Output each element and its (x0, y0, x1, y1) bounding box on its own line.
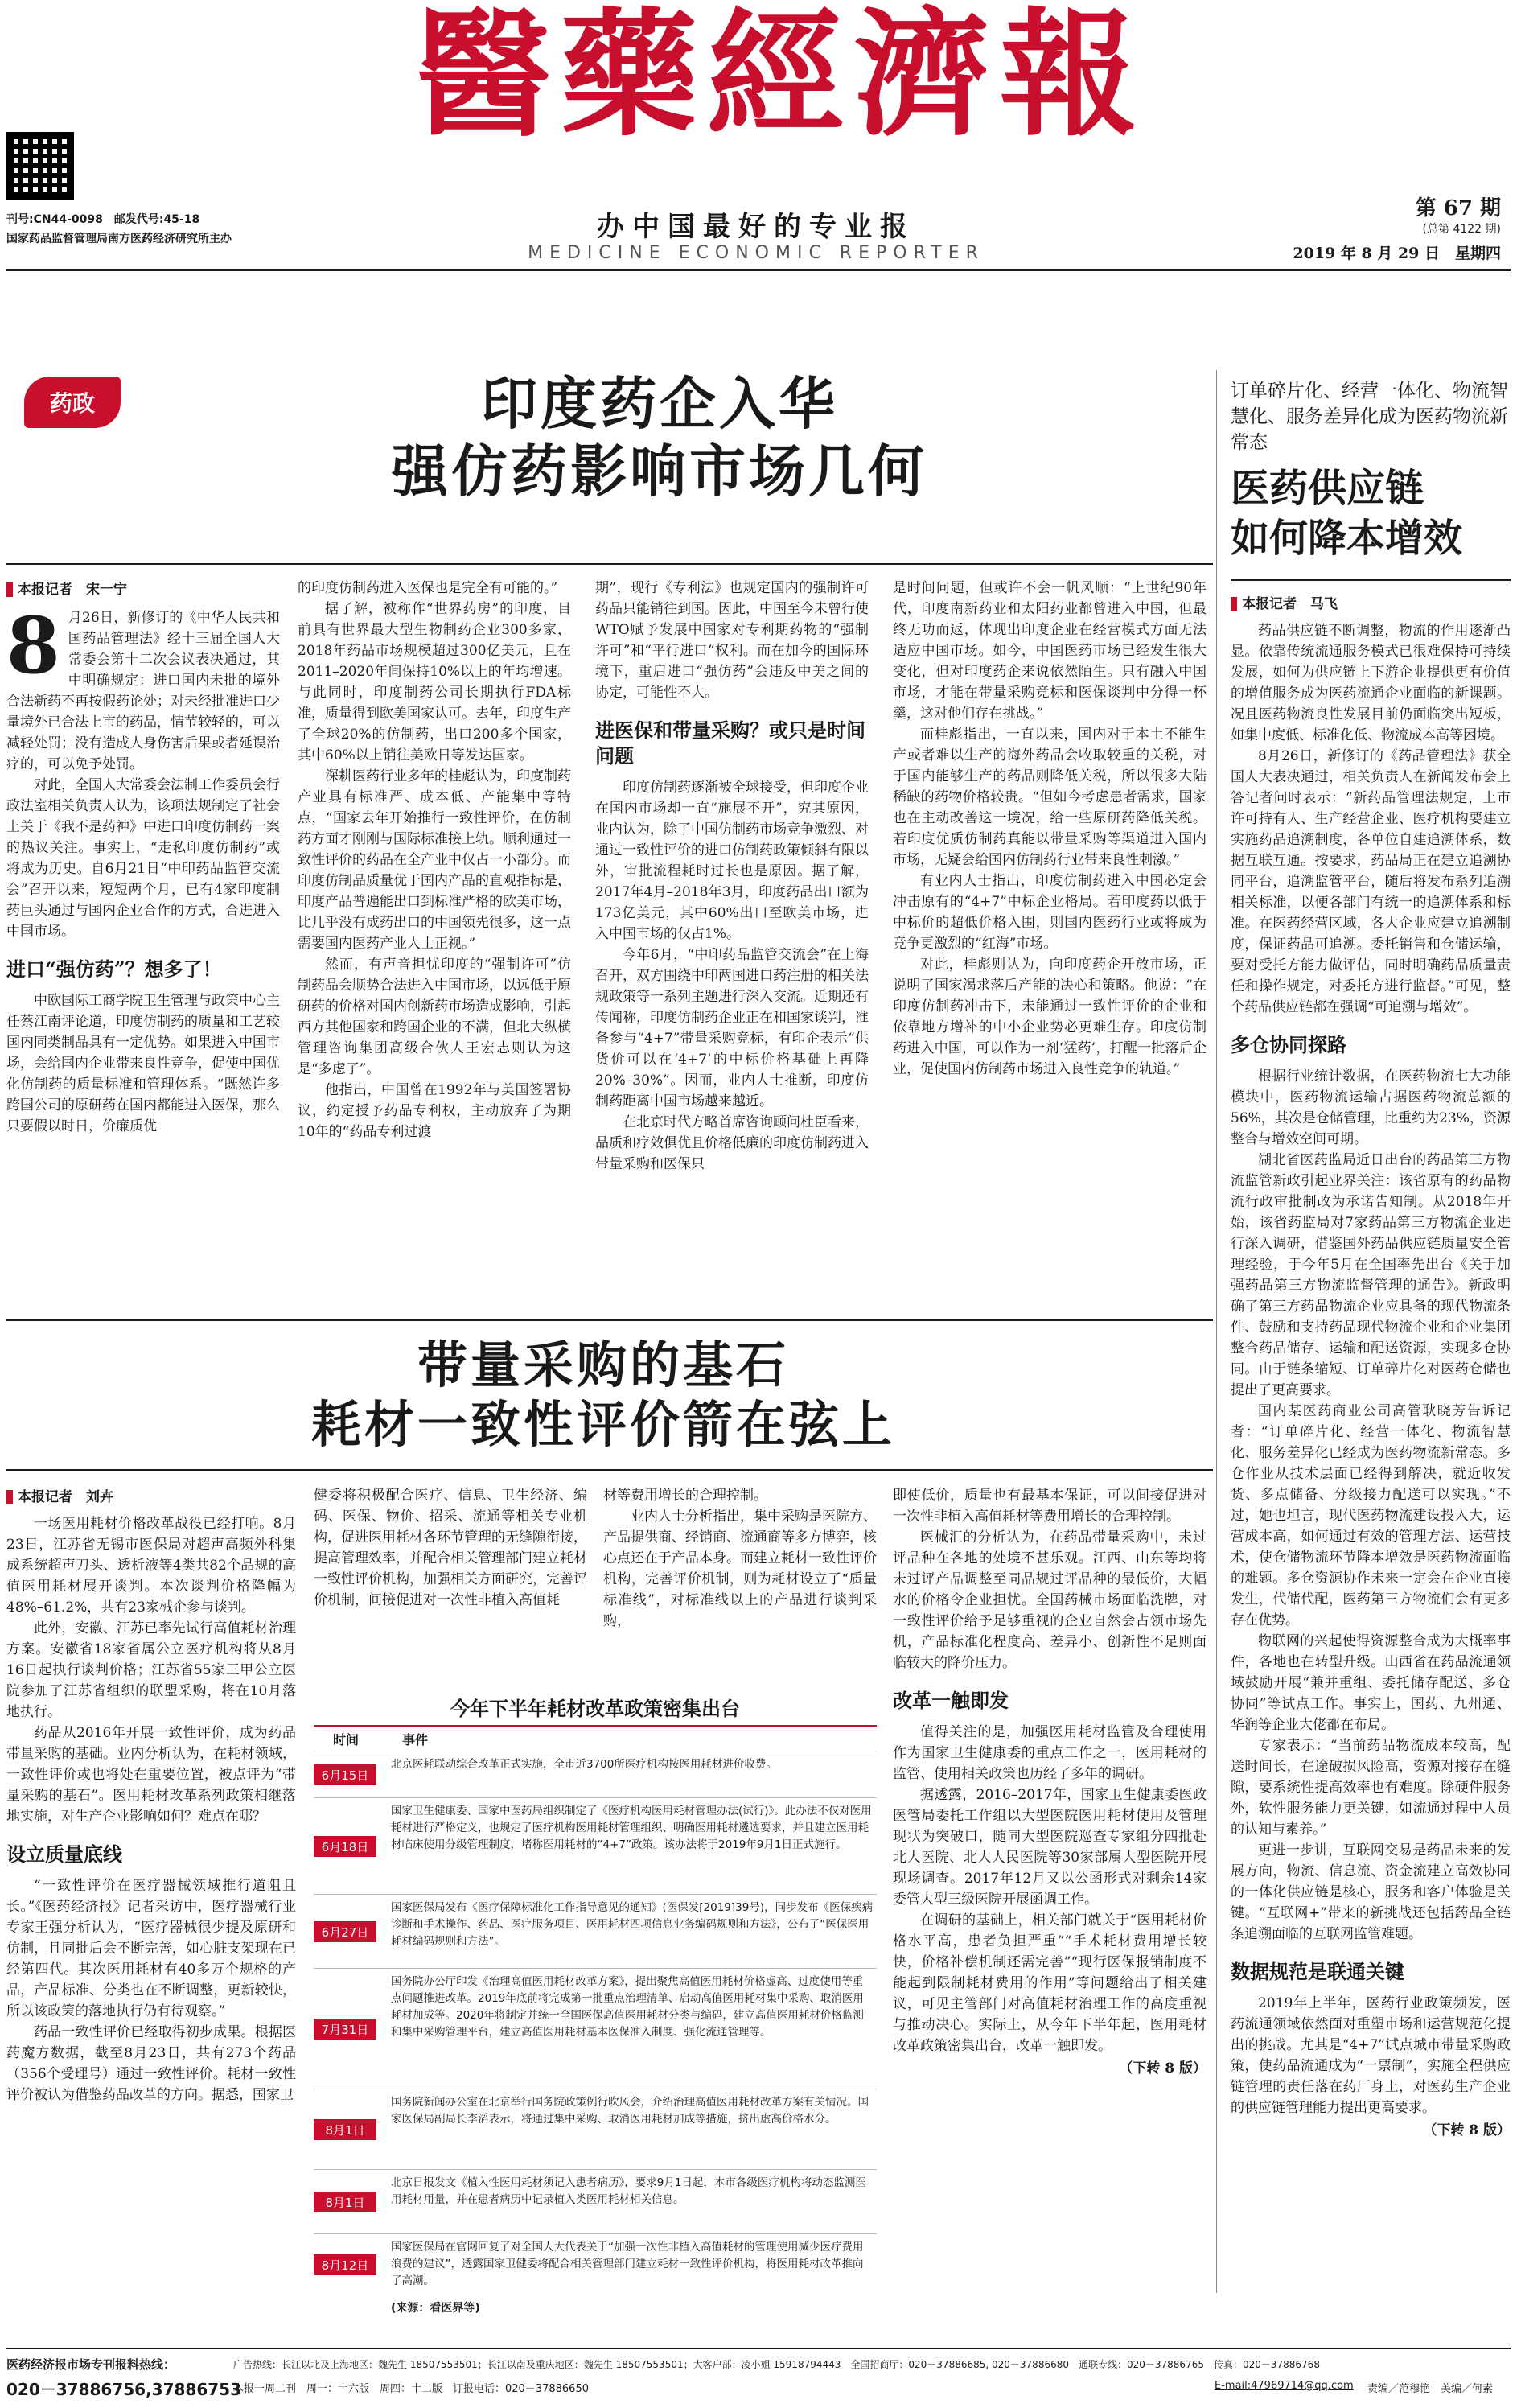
footer-hotline: 020－37886756,37886753 (6, 2380, 242, 2399)
article3-top-rule (6, 1319, 1213, 1321)
table-row (314, 1968, 877, 2089)
newspaper-title: 醫藥經濟報 (413, 0, 1146, 155)
table-body (314, 1751, 877, 2295)
footer-editors: 责编／范穆艳 美编／何素 (1367, 2383, 1494, 2395)
table-row (314, 2169, 877, 2234)
paragraph: 健委将积极配合医疗、信息、卫生经济、编码、医保、物价、招采、流通等相关专业机构，促进医用耗材各环节管理的无缝隙衔接，提高管理效率，并配合相关管理部门建立耗材一致性评价机构，加强相关方面研究，完善评价机制，间接促进对一次性非植入高值耗 (314, 1488, 587, 1608)
policy-table (314, 1693, 877, 2320)
table-source: (来源：看医界等) (391, 2302, 480, 2315)
row-event: 北京日报发文《植入性医用耗材须记入患者病历》，要求9月1日起，本市各级医疗机构将动态监测医用耗材用量，并在患者病历中记录植入类医用耗材相关信息。 (391, 2176, 866, 2206)
paragraph: 物联网的兴起使得资源整合成为大概率事件，各地也在转型升级。山西省在药品流通领域鼓励开展“兼并重组、委托储存配送、多仓协同”等试点工作。事实上，国药、九州通、华润等企业大佬都在布局。 (1231, 1633, 1511, 1733)
row-date: 7月31日 (314, 2019, 376, 2040)
article2-divider (1231, 579, 1511, 581)
row-event: 国务院办公厅印发《治理高值医用耗材改革方案》，提出聚焦高值医用耗材价格虚高、过度使用等重点问题推进改革。2019年底前将完成第一批重点治理清单、启动高值医用耗材集中采购、取消医用耗材加成等。2020年将制定并统一全国医保高值医用耗材分类与编码，建立高值医用耗材价格监测和集中采购管理平台，建立高值医用耗材基本医保准入制度、强化流通管理等。 (391, 1975, 864, 2039)
paragraph: 据了解，被称作“世界药房”的印度，目前具有世界最大型生物制药企业300多家，2018年药品市场规模超过300亿美元，且在2011–2020年间保持10%以上的年均增速。与此同时，印度制药公司长期执行FDA标准，质量得到欧美国家认可。去年，印度生产了全球20%的仿制药，出口200多个国家，其中60%以上销往美欧日等发达国家。 (298, 601, 571, 764)
paragraph: 即使低价，质量也有最基本保证，可以间接促进对一次性非植入高值耗材等费用增长的合理控制。 (893, 1488, 1207, 1525)
paragraph: 药品供应链不断调整，物流的作用逐渐凸显。依靠传统流通服务模式已很难保持可持续发展，如何为供应链上下游企业提供更有价值的增值服务成为医药流通企业面临的新课题。况且医药物流良性发展目前仍面临突出短板，如集中度低、标准化低、物流成本高等困境。 (1231, 623, 1511, 743)
article3-col4 (893, 1485, 1207, 2077)
table-row (314, 1894, 877, 1969)
article3-col3 (603, 1485, 877, 1632)
row-date: 8月1日 (314, 2192, 376, 2212)
row-event: 国务院新闻办公室在北京举行国务院政策例行吹风会，介绍治理高值医用耗材改革方案有关情况。国家医保局副局长李滔表示，将通过集中采购、取消医用耗材加成等措施，挤出虚高价格水分。 (391, 2096, 869, 2126)
paragraph: 8月26日，新修订的《药品管理法》获全国人大表决通过，相关负责人在新闻发布会上答记者问时表示：“新药品管理法规定，上市许可持有人、生产经营企业、医疗机构要建立实施药品追溯制度，各单位自建追溯体系，数据互联互通。按要求，药品局正在建立追溯协同平台，追溯监管平台，随后将发布系列追溯相关标准，以便各部门有统一的追溯体系和标准。在医药经营区域，各大企业应建立追溯制度，保证药品可追溯。委托销售和仓储运输，要对受托方能力做评估，同时明确药品质量责任和操作规定，对委托方进行监督。”可见，整个药品供应链都在强调“可追溯与增效”。 (1231, 748, 1511, 1015)
paragraph: 业内人士分析指出，集中采购是医院方、产品提供商、经销商、流通商等多方博弈，核心点还在于产品本身。而建立耗材一致性评价机构，完善评价机制，则为耗材设立了“质量标准线”，对标准线以上的产品进行谈判采购， (603, 1509, 877, 1629)
subhead: 数据规范是联通关键 (1231, 1960, 1404, 1983)
table-row (314, 2233, 877, 2295)
row-event: 北京医耗联动综合改革正式实施，全市近3700所医疗机构按医用耗材进价收费。 (391, 1758, 777, 1771)
subhead: 设立质量底线 (6, 1842, 122, 1866)
slogan-english: MEDICINE ECONOMIC REPORTER (528, 243, 985, 263)
publication-number: 刊号:CN44-0098 邮发代号:45-18 (6, 213, 200, 226)
paragraph: 深耕医药行业多年的桂彪认为，印度制药产业具有标准严、成本低、产能集中等特点，“国家去年开始推行一致性评价，在仿制药方面才刚刚与国际标准接上轨。顺利通过一致性评价的药品在全产业中仅占一小部分。而印度仿制品质量优于国内产品的直观指标是，印度产品普遍能出口到标准严格的欧美市场，比几乎没有成药出口的中国领先很多，这一点需要国内医药产业人士正视。” (298, 768, 571, 952)
article2-title-line1: 医药供应链 (1231, 466, 1424, 511)
paragraph: 值得关注的是，加强医用耗材监管及合理使用作为国家卫生健康委的重点工作之一，医用耗材的监管、使用相关政策也历经了多年的调研。 (893, 1724, 1207, 1782)
paragraph: 对此，全国人大常委会法制工作委员会行政法室相关负责人认为，该项法规制定了社会上关于《我不是药神》中进口印度仿制药一案的热议关注。事实上，“走私印度仿制药”或将成为历史。自6月21日“中印药品监管交流会”召开以来，短短两个月，已有4家印度制药巨头通过与国内企业合作的方式，合进进入中国市场。 (6, 777, 280, 940)
column-divider-right (1216, 370, 1217, 2293)
paragraph: 据透露，2016–2017年，国家卫生健康委医政医管局委托工作组以大型医院医用耗材使用及管理现状为突破口，随同大型医院巡查专家组分四批赴北大医院、北大人民医院等30家部属大型医院开展现场调查。2017年12月又以公函形式对剩余14家委管大型三级医院开展函调工作。 (893, 1787, 1207, 1908)
article2-title-line2: 如何降本增效 (1231, 516, 1463, 561)
paragraph: 专家表示：“当前药品物流成本较高，配送时间长，在途破损风险高，资源对接存在缝隙，要系统性提高效率也有难度。除硬件服务外，软性服务能力更关键，如流通过程中人员的认知与素养。” (1231, 1738, 1511, 1838)
article3-byline (6, 1485, 296, 1505)
paragraph: 在调研的基础上，相关部门就关于“医用耗材价格水平高，患者负担严重”“手术耗材费用增长较快，价格补偿机制还需完善”“现行医保报销制度不能起到限制耗材费用的作用”等问题给出了相关建议，可见主管部门对高值耗材治理工作的高度重视与推动决心。实际上，从今年下半年起，医用耗材改革政策密集出台，改革一触即发。 (893, 1912, 1207, 2054)
article1-byline (6, 578, 280, 598)
drop-cap: 8 (6, 600, 60, 691)
article3-col2 (314, 1485, 587, 1611)
article1-lead (6, 600, 280, 775)
publisher: 国家药品监督管理局南方医药经济研究所主办 (6, 233, 232, 245)
paragraph: “一致性评价在医疗器械领域推行道阻且长。”《医药经济报》记者采访中，医疗器械行业专家王强分析认为，“医疗器械很少提及原研和仿制，且同批后会不断完善，如心脏支架现在已经第四代。其次医用耗材有40多万个规格的产品，产品标准、分类也在不断调整，更新较快，所以该政策的落地执行仍有待观察。” (6, 1878, 296, 2019)
paragraph: 印度仿制药逐渐被全球接受，但印度企业在国内市场却一直“施展不开”，究其原因，业内认为，除了中国仿制药市场竞争激烈、对通过一致性评价的进口仿制药政策倾斜有限以外，审批流程耗时过长也是原因。据了解，2017年4月–2018年3月，印度药品出口额为173亿美元，其中60%出口至欧美市场，进入中国市场的仅占1%。 (595, 780, 869, 942)
paragraph: 是时间问题，但或许不会一帆风顺：“上世纪90年代，印度南新药业和太阳药业都曾进入中国，但最终无功而返，体现出印度企业在经营模式方面无法适应中国市场。如今，中国医药市场已经发生很大变化，但对印度药企来说依然陌生。只有融入中国市场，才能在带量采购竞标和医保谈判中分得一杯羹，这对他们存在挑战。” (893, 580, 1207, 722)
article1-col3 (595, 578, 869, 1175)
article1-col1 (6, 578, 280, 1137)
paragraph: 此外，安徽、江苏已率先试行高值耗材治理方案。安徽省18家省属公立医疗机构将从8月16日起执行谈判价格；江苏省55家三甲公立医院参加了江苏省组织的联盟采购，将在10月落地执行。 (6, 1620, 296, 1720)
subhead: 改革一触即发 (893, 1689, 1009, 1712)
qr-code (6, 132, 74, 200)
paragraph: 更进一步讲，互联网交易是药品未来的发展方向，物流、信息流、资金流建立高效协同的一体化供应链是核心，服务和客户体验是关键。“互联网+”带来的新挑战还包括药品全链条追溯面临的互联网监管难题。 (1231, 1842, 1511, 1942)
article3-col1 (6, 1485, 296, 2105)
row-event: 国家医保局发布《医疗保障标准化工作指导意见的通知》(医保发[2019]39号)，同步发布《医保疾病诊断和手术操作、药品、医疗服务项目、医用耗材四项信息业务编码规则和方法》，公布了“医保医用耗材编码规则和方法”。 (391, 1901, 874, 1948)
article1-headline (137, 370, 1182, 505)
article2 (1231, 378, 1511, 2138)
article3-title-line2: 耗材一致性评价箭在弦上 (310, 1395, 895, 1454)
paragraph: 有业内人士指出，印度仿制药进入中国必定会冲击原有的“4+7”中标企业格局。若印度药以低于中标价的超低价格入围，则国内医药行业或将成为竞争更激烈的“红海”市场。 (893, 873, 1207, 952)
byline-text: 本报记者 宋一宁 (18, 582, 127, 598)
article2-byline (1231, 592, 1511, 612)
subhead: 进医保和带量采购？或只是时间问题 (595, 718, 865, 768)
paragraph: 材等费用增长的合理控制。 (603, 1488, 767, 1504)
paragraph: 的印度仿制药进入医保也是完全有可能的。” (298, 580, 558, 596)
row-date: 6月27日 (314, 1921, 376, 1942)
paragraph: 医械汇的分析认为，在药品带量采购中，未过评品种在各地的处境不甚乐观。江西、山东等均将未过评产品调整至同品规过评品种的最低价，大幅水的价格令企业担忧。全国药械市场面临洗牌，对一致性评价给予足够重视的企业自然会占领市场先机，产品标准化程度高、差异小、创新性不足则面临较大的降价压力。 (893, 1529, 1207, 1671)
subhead: 多仓协同探路 (1231, 1033, 1346, 1056)
paragraph: 药品一致性评价已经取得初步成果。根据医药魔方数据，截至8月23日，共有273个药品（356个受理号）通过一致性评价。耗材一致性评价被认为借鉴药品改革的方向。据悉，国家卫 (6, 2024, 296, 2103)
table-row (314, 1797, 877, 1895)
continued-note: （下转 8 版） (1119, 2060, 1207, 2077)
issue-number: 第 67 期 (1415, 196, 1501, 220)
subhead: 进口“强仿药”？想多了！ (6, 957, 222, 981)
footer-email[interactable]: E-mail:47969714@qq.com (1215, 2380, 1354, 2392)
footer-rule (6, 2348, 1511, 2349)
article3-title-line1: 带量采购的基石 (417, 1336, 789, 1394)
article1-title-line1: 印度药企入华 (481, 370, 838, 437)
paragraph: 国内某医药商业公司高管耿晓芳告诉记者：“订单碎片化、经营一体化、物流智慧化、服务差异化已经成为医药物流新常态。多仓作业从技术层面已经得到解决，就近收发货、多点储备、分级接力配送可以实现。”不过，她也坦言，现代医药物流建设投入大，运营成本高，如何通过有效的管理方法、运营技术，使仓储物流环节降本增效是医药物流面临的难题。多仓资源协作未来一定会在企业直接发生，代储代配，医药第三方物流们会有更多存在优势。 (1231, 1403, 1511, 1628)
paragraph: 月26日，新修订的《中华人民共和国药品管理法》经十三届全国人大常委会第十二次会议表决通过，其中明确规定：进口国内未批的境外合法新药不再按假药论处；对未经批准进口少量境外已合法上市的药品，情节较轻的，可以减轻处罚；没有造成人身伤害后果或者延误治疗的，可以免予处罚。 (6, 610, 280, 772)
issue-date: 2019 年 8 月 29 日 星期四 (1293, 245, 1501, 262)
article3-headline (161, 1336, 1046, 1455)
paragraph: 根据行业统计数据，在医药物流七大功能模块中，医药物流运输占据医药物流总额的56%，其次是仓储管理，比重约为23%，资源整合与增效空间可期。 (1231, 1068, 1511, 1147)
section-badge: 药政 (24, 377, 121, 428)
table-col-event: 事件 (402, 1732, 429, 1747)
paragraph: 湖北省医药监局近日出台的药品第三方物流监管新政引起业界关注：该省原有的药品物流行政审批制改为承诺告知制。从2018年开始，该省药监局对7家药品第三方物流企业进行深入调研，借鉴国外药品供应链质量安全管理经验，于今年5月在全国率先出台《关于加强药品第三方物流监督管理的通告》。新政明确了第三方药品物流企业应具备的现代物流条件、鼓励和支持药品现代物流企业和企业集团整合药品储存、运输和配送资源，实现多仓协同。由于链条缩短、订单碎片化对医药仓储也提出了更高要求。 (1231, 1152, 1511, 1398)
article3-divider (6, 1469, 1213, 1471)
paragraph: 期”，现行《专利法》也规定国内的强制许可药品只能销往到国。因此，中国至今未曾行使WTO赋予发展中国家对专利期药物的“强制许可”和“平行进口”权利。而在加今的国际环境下，重启进口“强仿药”会违反中美之间的协定，可能性不大。 (595, 580, 869, 701)
footer-ads: 广告热线：长江以北及上海地区：魏先生 18507553501；长江以南及重庆地区：魏先生 18507553501；大客户部：凌小姐 15918794443 全国招商厅：020－37886685, 020－37886680 通联专线：020－37886765 传真：020－37886768 (233, 2359, 1320, 2370)
paragraph: 一场医用耗材价格改革战役已经打响。8月23日，江苏省无锡市医保局对超声高频外科集成系统超声刀头、透析液等4类共82个品规的高值医用耗材展开谈判。本次谈判价格降幅为48%–61.2%，共有23家械企参与谈判。 (6, 1516, 296, 1616)
table-col-time: 时间 (333, 1732, 360, 1747)
table-row (314, 2089, 877, 2170)
byline-text: 本报记者 马飞 (1242, 596, 1338, 612)
byline-mark (6, 1490, 13, 1504)
byline-mark (1231, 597, 1237, 611)
slogan: 办中国最好的专业报 (597, 211, 915, 243)
article1-col2 (298, 578, 571, 1142)
table-title: 今年下半年耗材改革政策密集出台 (450, 1698, 740, 1720)
footer-hotline-label: 医药经济报市场专刊报料热线： (6, 2357, 176, 2372)
paragraph: 他指出，中国曾在1992年与美国签署协议，约定授予药品专利权，主动放弃了为期10年的“药品专利过渡 (298, 1082, 571, 1140)
byline-text: 本报记者 刘卉 (18, 1489, 113, 1505)
paragraph: 对此，桂彪则认为，向印度药企开放市场，正说明了国家渴求落后产能的决心和策略。他说：“在印度仿制药冲击下，未能通过一致性评价的企业和依靠地方增补的中小企业势必更难生存。印度仿制药进入中国，可以作为一剂‘猛药’，打醒一批落后企业，促使国内仿制药市场进入良性竞争的轨道。” (893, 957, 1207, 1077)
paragraph: 在北京时代方略首席咨询顾问杜臣看来，品质和疗效俱优且价格低廉的印度仿制药进入带量采购和医保只 (595, 1114, 869, 1172)
table-row (314, 1751, 877, 1798)
row-event: 国家医保局在官网回复了对全国人大代表关于“加强一次性非植入高值耗材的管理使用减少医疗费用浪费的建议”，透露国家卫健委将配合相关管理部门建立耗材一致性评价机构，将医用耗材改革推向了高潮。 (391, 2241, 864, 2287)
paragraph: 然而，有声音担忧印度的“强制许可”仿制药品会顺势合法进入中国市场，以远低于原研药的价格对国内创新药市场造成影响，引起西方其他国家和跨国企业的不满，但北大纵横管理咨询集团高级合伙人王宏志则认为这是“多虑了”。 (298, 957, 571, 1077)
article1-title-line2: 强仿药影响市场几何 (392, 438, 927, 504)
paragraph: 而桂彪指出，一直以来，国内对于本土不能生产或者难以生产的海外药品会收取较重的关税，对于国内能够生产的药品则降低关税，所以很多大陆稀缺的药物价格较贵。“但如今考虑患者需求，国家也在主动改善这一境况，给一些原研药降低关税。若印度优质仿制药真能以带量采购等渠道进入国内市场，无疑会给国内仿制药行业带来良性刺激。” (893, 727, 1207, 868)
article1-divider (6, 563, 1213, 565)
footer-schedule: 本报一周二刊 周一：十六版 周四：十二版 订报电话：020－37886650 (233, 2383, 589, 2395)
paragraph: 2019年上半年，医药行业政策频发，医药流通领域依然面对重塑市场和运营规范化提出的挑战。尤其是“4+7”试点城市带量采购政策，使药品流通成为“一票制”，实施全程供应链管理的责任落在药厂身上，对医药生产企业的供应链管理能力提出更高要求。 (1231, 1995, 1511, 2116)
row-date: 8月12日 (314, 2254, 376, 2275)
row-date: 6月18日 (314, 1836, 376, 1857)
row-event: 国家卫生健康委、国家中医药局组织制定了《医疗机构医用耗材管理办法(试行)》。此办法不仅对医用耗材进行严格定义，也规定了医疗机构医用耗材管理组织、明确医用耗材遴选要求，并且建立医用耗材临床使用分级管理制度，堵称医用耗材的“4+7”政策。该办法将于2019年9月1日正式施行。 (391, 1805, 872, 1851)
continued-note: （下转 8 版） (1423, 2122, 1511, 2138)
byline-mark (6, 582, 13, 597)
paragraph: 今年6月，“中印药品监管交流会”在上海召开，双方围绕中印两国进口药注册的相关法规政策等一系列主题进行深入交流。近期还有传闻称，印度仿制药企业正在和国家谈判，准备参与“4+7”带量采购竞标，有印企表示“供货价可以在‘4+7’的中标价格基础上再降20%–30%”。因而，业内人士推断，印度仿制药距离中国市场越来越近。 (595, 947, 869, 1109)
row-date: 6月15日 (314, 1764, 376, 1785)
masthead-rule (6, 269, 1511, 271)
table-rule (314, 1725, 877, 1727)
article2-kicker: 订单碎片化、经营一体化、物流智慧化、服务差异化成为医药物流新常态 (1231, 381, 1508, 453)
paragraph: 中欧国际工商学院卫生管理与政策中心主任蔡江南评论道，印度仿制药的质量和工艺较国内同类制品具有一定优势。如果进入中国市场，会给国内企业带来良性竞争，促使中国优化仿制药的质量标准和管理体系。“既然许多跨国公司的原研药在国内都能进入医保，那么只要假以时日，价廉质优 (6, 993, 280, 1134)
row-date: 8月1日 (314, 2119, 376, 2140)
issue-total: (总第 4122 期) (1422, 223, 1501, 236)
paragraph: 药品从2016年开展一致性评价，成为药品带量采购的基础。业内分析认为，在耗材领域，一致性评价或也将处在重要位置，被点评为“带量采购的基石”。医用耗材改革系列政策相继落地实施，对生产企业影响如何？难点在哪？ (6, 1725, 296, 1825)
article1-col4 (893, 578, 1207, 1080)
